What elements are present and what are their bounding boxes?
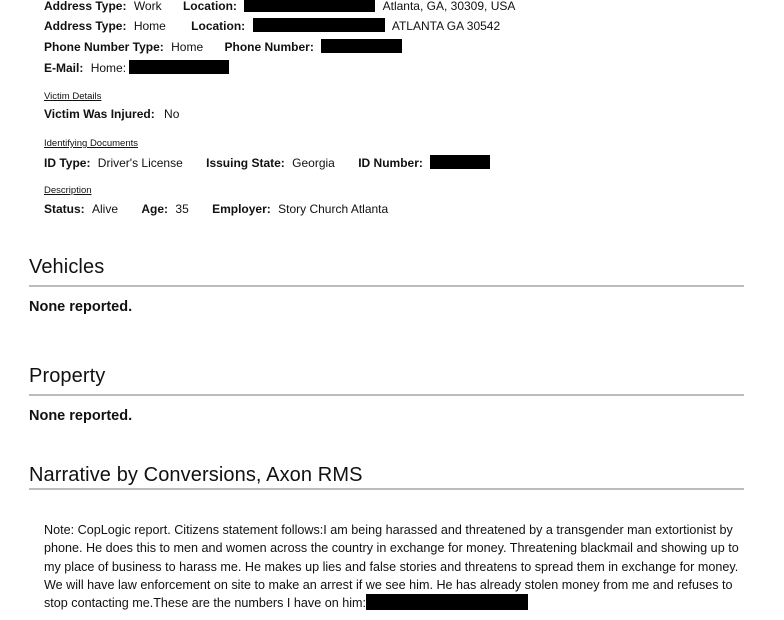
phone-type-label: Phone Number Type: xyxy=(44,40,164,54)
location-label: Location: xyxy=(191,19,246,33)
status-value: Alive xyxy=(92,202,119,216)
property-none: None reported. xyxy=(29,408,133,424)
issuing-state-label: Issuing State: xyxy=(206,156,285,170)
section-divider xyxy=(29,394,744,396)
redaction-box xyxy=(253,18,385,32)
address-row-work xyxy=(44,0,515,13)
age-value: 35 xyxy=(175,202,189,216)
id-number-label: ID Number: xyxy=(358,156,423,170)
id-type-value: Driver's License xyxy=(97,156,183,170)
redaction-box xyxy=(366,594,528,610)
phone-row xyxy=(44,39,402,54)
employer-label: Employer: xyxy=(212,202,271,216)
address-type-label: Address Type: xyxy=(44,0,127,13)
vehicles-none: None reported. xyxy=(29,299,133,315)
location-label: Location: xyxy=(182,0,237,13)
status-label: Status: xyxy=(44,202,85,216)
property-heading: Property xyxy=(29,365,106,387)
identifying-documents-heading: Identifying Documents xyxy=(44,138,138,149)
id-row xyxy=(44,155,490,170)
address-type-value: Home xyxy=(133,19,166,33)
address-type-value: Work xyxy=(133,0,162,13)
description-row xyxy=(44,202,388,216)
description-heading: Description xyxy=(44,185,92,196)
section-divider xyxy=(29,488,744,490)
redaction-box xyxy=(129,60,229,74)
redaction-box xyxy=(430,155,490,169)
email-row xyxy=(44,60,229,75)
section-divider xyxy=(29,285,744,287)
location-value: Atlanta, GA, 30309, USA xyxy=(382,0,516,13)
address-row-home xyxy=(44,18,500,33)
injured-label: Victim Was Injured: xyxy=(44,107,155,121)
redaction-box xyxy=(321,39,402,53)
phone-type-value: Home xyxy=(171,40,204,54)
redaction-box xyxy=(244,0,375,12)
injured-value: No xyxy=(164,107,180,121)
vehicles-heading: Vehicles xyxy=(29,256,105,278)
location-value: ATLANTA GA 30542 xyxy=(391,19,501,33)
phone-number-label: Phone Number: xyxy=(224,40,314,54)
issuing-state-value: Georgia xyxy=(292,156,335,170)
narrative-body xyxy=(44,521,749,612)
narrative-heading: Narrative by Conversions, Axon RMS xyxy=(29,464,363,486)
email-label: E-Mail: xyxy=(44,61,84,75)
email-type: Home: xyxy=(90,61,127,75)
victim-injured-row xyxy=(44,107,179,121)
employer-value: Story Church Atlanta xyxy=(278,202,389,216)
id-type-label: ID Type: xyxy=(44,156,91,170)
victim-details-heading: Victim Details xyxy=(44,91,102,102)
age-label: Age: xyxy=(141,202,169,216)
address-type-label: Address Type: xyxy=(44,19,127,33)
narrative-text: Note: CopLogic report. Citizens statement follows:I am being harassed and threatened by a transgender man extortionist by phone. He does this to men and women across the country in exchange for money. Threatening blackmail and showing up to my place of business to harass me. He makes up lies and false stories and threatens to spread them in exchange for money. We will have law enforcement on site to make an arrest if we see him. He has already stolen money from me and refuses to stop contacting me.These are the numbers I have on him: xyxy=(44,523,739,611)
